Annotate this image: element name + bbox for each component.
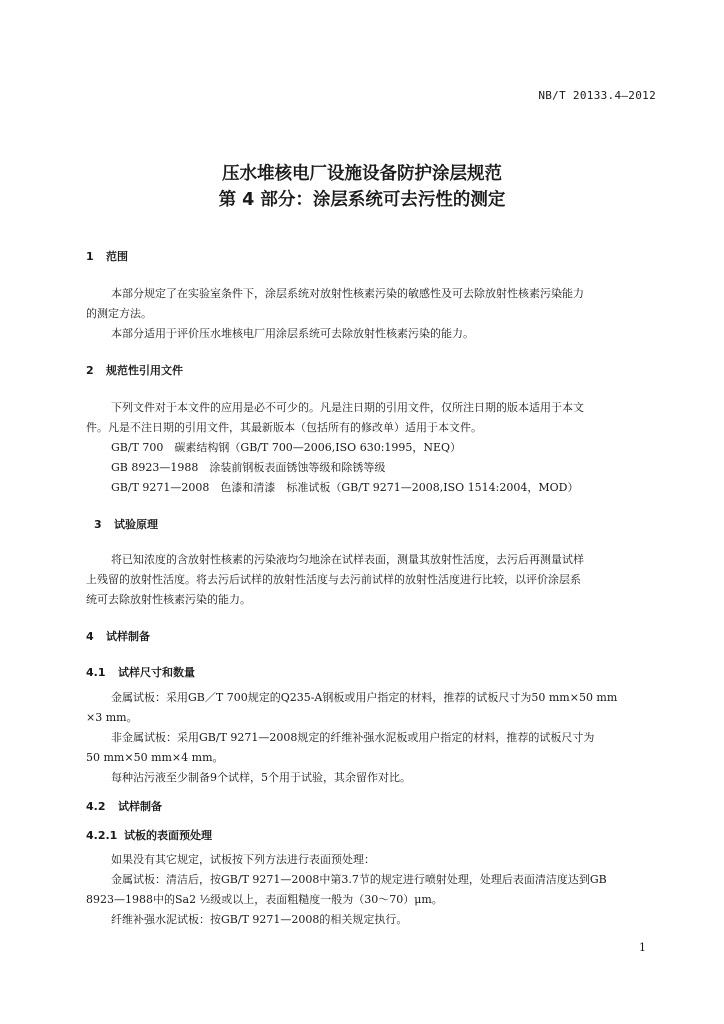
section-4-2-heading: 4.2 试样制备 xyxy=(86,800,162,813)
section-1-body: 本部分规定了在实验室条件下，涂层系统对放射性核素污染的敏感性及可去除放射性核素污染能力 的测定方法。 本部分适用于评价压水堆核电厂用涂层系统可去除放射性核素污染的能力。 xyxy=(86,287,584,340)
section-4-heading: 4 试样制备 xyxy=(86,630,150,643)
title-line-2: 第 4 部分：涂层系统可去污性的测定 xyxy=(218,190,506,210)
section-2-body: 下列文件对于本文件的应用是必不可少的。凡是注日期的引用文件，仅所注日期的版本适用于本文 件。凡是不注日期的引用文件，其最新版本（包括所有的修改单）适用于本文件。 xyxy=(86,401,584,434)
reference-item: GB 8923—1988 涂装前钢板表面锈蚀等级和除锈等级 xyxy=(111,461,386,474)
reference-item: GB/T 9271—2008 色漆和清漆 标准试板（GB/T 9271—2008,ISO 1514:2004，MOD） xyxy=(111,481,579,494)
section-3-heading: 3 试验原理 xyxy=(94,518,158,531)
title-line-1: 压水堆核电厂设施设备防护涂层规范 xyxy=(222,164,502,184)
section-1-heading: 1 范围 xyxy=(86,250,128,263)
reference-item: GB/T 700 碳素结构钢（GB/T 700—2006,ISO 630:1995，NEQ） xyxy=(111,441,462,454)
normative-references-list xyxy=(111,438,578,498)
section-3-body: 将已知浓度的含放射性核素的污染液均匀地涂在试样表面，测量其放射性活度，去污后再测量试样 上残留的放射性活度。将去污后试样的放射性活度与去污前试样的放射性活度进行比较，以评价涂层系 统可去除放射性核素污染的能力。 xyxy=(86,553,584,606)
section-4-2-1-body: 如果没有其它规定，试板按下列方法进行表面预处理： 金属试板：清洁后，按GB/T 9271—2008中第3.7节的规定进行喷射处理，处理后表面清洁度达到GB 8923—1988中的Sa2 ½级或以上，表面粗糙度一般为（30～70）μm。 纤维补强水泥试板：按GB/T 9271—2008的相关规定执行。 xyxy=(86,853,607,926)
section-2-heading: 2 规范性引用文件 xyxy=(86,364,183,377)
section-4-2-1-heading: 4.2.1 试板的表面预处理 xyxy=(86,829,212,842)
section-4-1-heading: 4.1 试样尺寸和数量 xyxy=(86,666,195,679)
section-4-1-body: 金属试板：采用GB／T 700规定的Q235-A钢板或用户指定的材料，推荐的试板尺寸为50 mm×50 mm ×3 mm。 非金属试板：采用GB/T 9271—2008规定的纤维补强水泥板或用户指定的材料，推荐的试板尺寸为 50 mm×50 mm×4 mm。 每种沾污液至少制备9个试样，5个用于试验，其余留作对比。 xyxy=(86,691,618,784)
page-number: 1 xyxy=(639,941,646,954)
document-number: NB/T 20133.4—2012 xyxy=(538,89,656,102)
